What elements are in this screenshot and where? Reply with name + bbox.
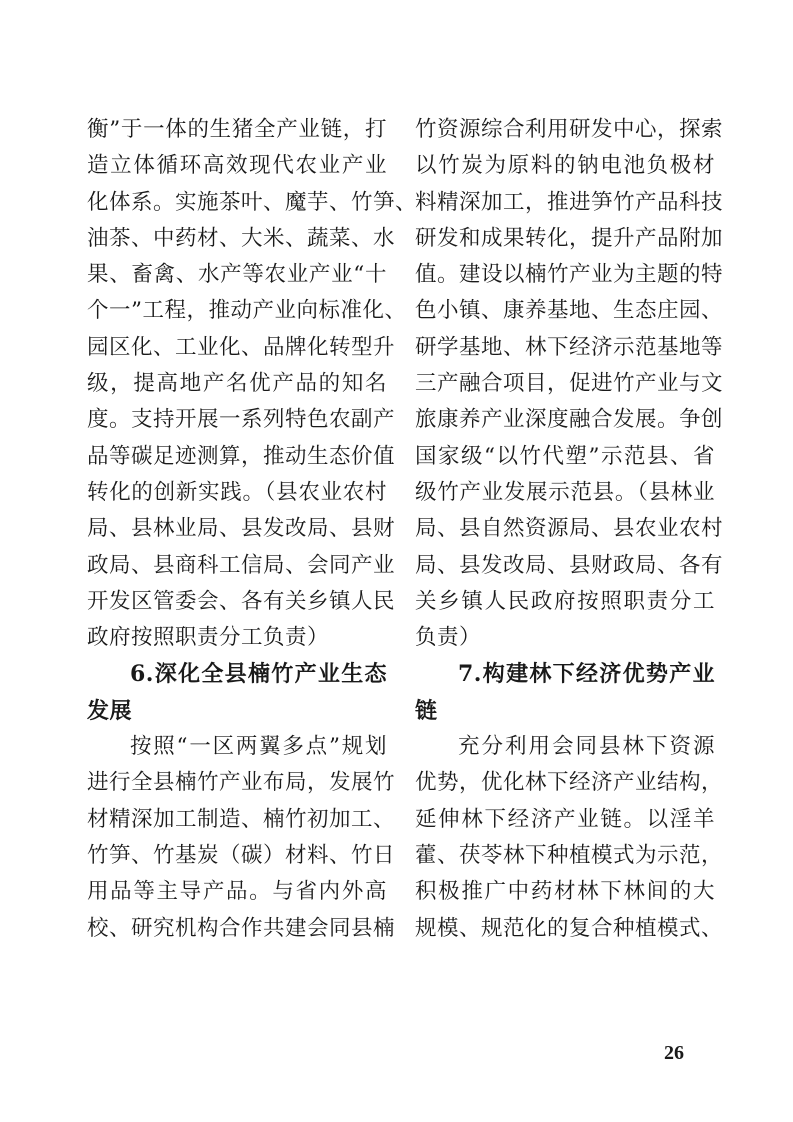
text-line: 三产融合项目，促进竹产业与文: [415, 371, 724, 397]
text-line: 料精深加工，推进笋竹产品科技: [415, 189, 724, 215]
text-line: 研发和成果转化，提升产品附加: [415, 225, 724, 251]
text-line: 国家级“以竹代塑”示范县、省: [415, 443, 715, 469]
text-line: 延伸林下经济产业链。以淫羊: [415, 806, 715, 832]
paragraph-last-line: 负责）: [415, 625, 482, 651]
text-line: 用品等主导产品。与省内外高: [87, 879, 387, 905]
text-line: 值。建设以楠竹产业为主题的特: [415, 262, 724, 288]
text-line: 级竹产业发展示范县。（县林业: [415, 479, 715, 505]
text-line: 规模、规范化的复合种植模式、: [415, 915, 724, 941]
text-line: 开发区管委会、各有关乡镇人民: [87, 588, 396, 614]
text-line: 优势，优化林下经济产业结构，: [415, 770, 724, 796]
page-number: 26: [664, 1042, 684, 1064]
text-line: 积极推广中药材林下林间的大: [415, 879, 715, 905]
text-line: 转化的创新实践。（县农业农村: [87, 479, 387, 505]
text-line: 造立体循环高效现代农业产业: [87, 153, 387, 179]
text-line: 校、研究机构合作共建会同县楠: [87, 915, 396, 941]
text-line: 政局、县商科工信局、会同产业: [87, 552, 396, 578]
text-line: 进行全县楠竹产业布局，发展竹: [87, 770, 396, 796]
text-line: 个一”工程，推动产业向标准化、: [87, 298, 407, 324]
text-line: 油茶、中药材、大米、蔬菜、水: [87, 225, 396, 251]
text-line: 度。支持开展一系列特色农副产: [87, 407, 396, 433]
text-line: 局、县林业局、县发改局、县财: [87, 516, 396, 542]
text-line: 竹笋、竹基炭（碳）材料、竹日: [87, 842, 396, 868]
text-line: 级，提高地产名优产品的知名: [87, 371, 387, 397]
text-line: 以竹炭为原料的钠电池负极材: [415, 153, 715, 179]
text-line: 研学基地、林下经济示范基地等: [415, 334, 724, 360]
paragraph-first-line: 按照“一区两翼多点”规划: [130, 734, 387, 760]
text-line: 局、县自然资源局、县农业农村: [415, 516, 724, 542]
paragraph-first-line: 充分利用会同县林下资源: [458, 734, 715, 760]
section-heading-line: 发展: [87, 697, 133, 724]
text-line: 关乡镇人民政府按照职责分工: [415, 588, 715, 614]
section-heading-line: 6.深化全县楠竹产业生态: [130, 661, 387, 688]
text-line: 园区化、工业化、品牌化转型升: [87, 334, 396, 360]
left-column: [87, 112, 418, 947]
text-line: 衡”于一体的生猪全产业链，打: [87, 117, 387, 142]
text-line: 材精深加工制造、楠竹初加工、: [87, 806, 396, 832]
text-line: 果、畜禽、水产等农业产业“十: [87, 262, 387, 288]
text-line: 竹资源综合利用研发中心，探索: [415, 117, 724, 142]
section-heading-line: 链: [415, 697, 438, 724]
text-line: 品等碳足迹测算，推动生态价值: [87, 443, 396, 469]
paragraph-last-line: 政府按照职责分工负责）: [87, 625, 330, 651]
text-line: 化体系。实施茶叶、魔芋、竹笋、: [87, 189, 418, 215]
text-line: 藿、茯苓林下种植模式为示范，: [415, 842, 724, 868]
right-column: [415, 112, 724, 947]
text-line: 局、县发改局、县财政局、各有: [415, 552, 724, 578]
text-line: 色小镇、康养基地、生态庄园、: [415, 298, 724, 324]
text-line: 旅康养产业深度融合发展。争创: [415, 407, 724, 433]
section-heading-line: 7.构建林下经济优势产业: [458, 661, 715, 688]
